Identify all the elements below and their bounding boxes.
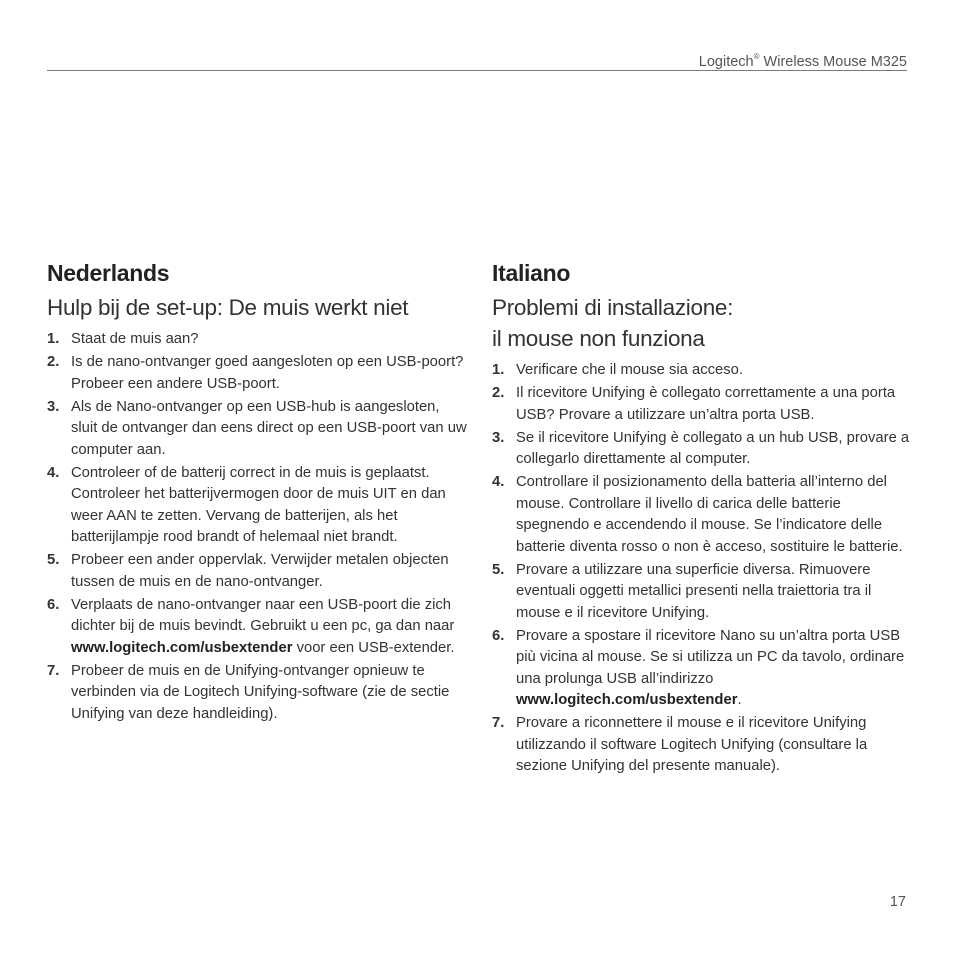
step-number: 6. — [492, 627, 505, 644]
step-number: 7. — [492, 715, 505, 731]
step-number: 2. — [47, 354, 60, 370]
usbextender-link[interactable]: www.logitech.com/usbextender — [71, 639, 293, 656]
list-item — [47, 463, 467, 549]
step-text: Se il ricevitore Unifying è collegato a un hub USB, provare a collegarlo direttamente al computer. — [516, 429, 910, 467]
step-number: 3. — [492, 429, 505, 446]
step-number: 7. — [47, 662, 60, 679]
page-number: 17 — [889, 894, 906, 910]
section-title-dutch: Hulp bij de set-up: De muis werkt niet — [47, 295, 409, 320]
title-line: Problemi di installazione: — [492, 295, 734, 320]
list-item — [47, 352, 467, 395]
step-text: Controleer of de batterij correct in de muis is geplaatst. Controleer het batterijvermogen door de muis UIT en dan weer AAN te zetten. Vervang de batterijen, als het batterijlampje rood brandt of helemaal niet brandt. — [71, 464, 446, 545]
list-item — [492, 626, 912, 712]
list-item — [492, 360, 912, 382]
step-number: 4. — [492, 474, 505, 490]
step-number: 6. — [47, 596, 60, 613]
list-item — [492, 713, 912, 778]
section-title-italian — [492, 292, 912, 354]
steps-list-dutch — [47, 329, 467, 725]
list-item — [47, 550, 467, 593]
list-item — [47, 397, 467, 462]
page-header — [47, 48, 907, 71]
steps-list-italian — [492, 360, 912, 778]
title-line: il mouse non funziona — [492, 326, 705, 351]
step-number: 2. — [492, 385, 505, 401]
list-item — [47, 595, 467, 660]
step-text: Verificare che il mouse sia acceso. — [516, 362, 743, 378]
registered-mark: ® — [753, 52, 760, 61]
step-text: Controllare il posizionamento della batteria all’interno del mouse. Controllare il livello di carica delle batterie spegnendo e accendendo il mouse. Se l’indicatore delle batterie diventa rosso o non è acceso, sostituire le batterie. — [516, 474, 903, 555]
step-text-part: Provare a spostare il ricevitore Nano su un’altra porta USB più vicina al mouse. Se si utilizza un PC da tavolo, ordinare una prolunga USB all’indirizzo — [516, 627, 905, 687]
step-number: 1. — [492, 362, 505, 378]
brand-name: Logitech — [698, 53, 754, 70]
step-text-part: Verplaats de nano-ontvanger naar een USB-poort die zich dichter bij de muis bevindt. Gebruikt u een pc, ga dan naar — [71, 596, 455, 634]
list-item — [492, 472, 912, 558]
step-text — [516, 626, 912, 712]
product-name: Wireless Mouse M325 — [759, 53, 907, 70]
step-number: 4. — [47, 464, 60, 481]
step-text: Is de nano-ontvanger goed aangesloten op een USB-poort? Probeer een andere USB-poort. — [71, 354, 464, 392]
step-text-part: voor een USB-extender. — [292, 639, 455, 656]
list-item — [47, 661, 467, 726]
step-number: 3. — [47, 398, 60, 415]
step-text — [71, 595, 467, 660]
list-item — [492, 560, 912, 625]
step-text: Als de Nano-ontvanger op een USB-hub is aangesloten, sluit de ontvanger dan eens direct op een USB-poort van uw computer aan. — [71, 398, 467, 458]
step-number: 1. — [47, 331, 60, 347]
step-text: Il ricevitore Unifying è collegato correttamente a una porta USB? Provare a utilizzare un’altra porta USB. — [516, 385, 896, 423]
step-text-part: . — [737, 692, 742, 708]
list-item — [47, 329, 467, 351]
dutch-section — [47, 258, 467, 727]
step-text: Provare a utilizzare una superficie diversa. Rimuovere eventuali oggetti metallici presenti nella traiettoria tra il mouse e il ricevitore Unifying. — [516, 561, 872, 621]
language-heading-dutch: Nederlands — [47, 260, 170, 286]
step-text: Probeer de muis en de Unifying-ontvanger opnieuw te verbinden via de Logitech Unifying-software (zie de sectie Unifying van deze handleiding). — [71, 662, 450, 722]
list-item — [492, 383, 912, 426]
language-heading-italian: Italiano — [492, 260, 571, 286]
usbextender-link[interactable]: www.logitech.com/usbextender — [516, 692, 738, 708]
list-item — [492, 428, 912, 471]
step-text: Provare a riconnettere il mouse e il ricevitore Unifying utilizzando il software Logitech Unifying (consultare la sezione Unifying del presente manuale). — [516, 715, 868, 774]
step-text: Probeer een ander oppervlak. Verwijder metalen objecten tussen de muis en de nano-ontvanger. — [71, 552, 449, 590]
step-number: 5. — [47, 552, 60, 568]
step-text: Staat de muis aan? — [71, 331, 199, 347]
step-number: 5. — [492, 561, 505, 578]
italian-section — [492, 258, 912, 779]
